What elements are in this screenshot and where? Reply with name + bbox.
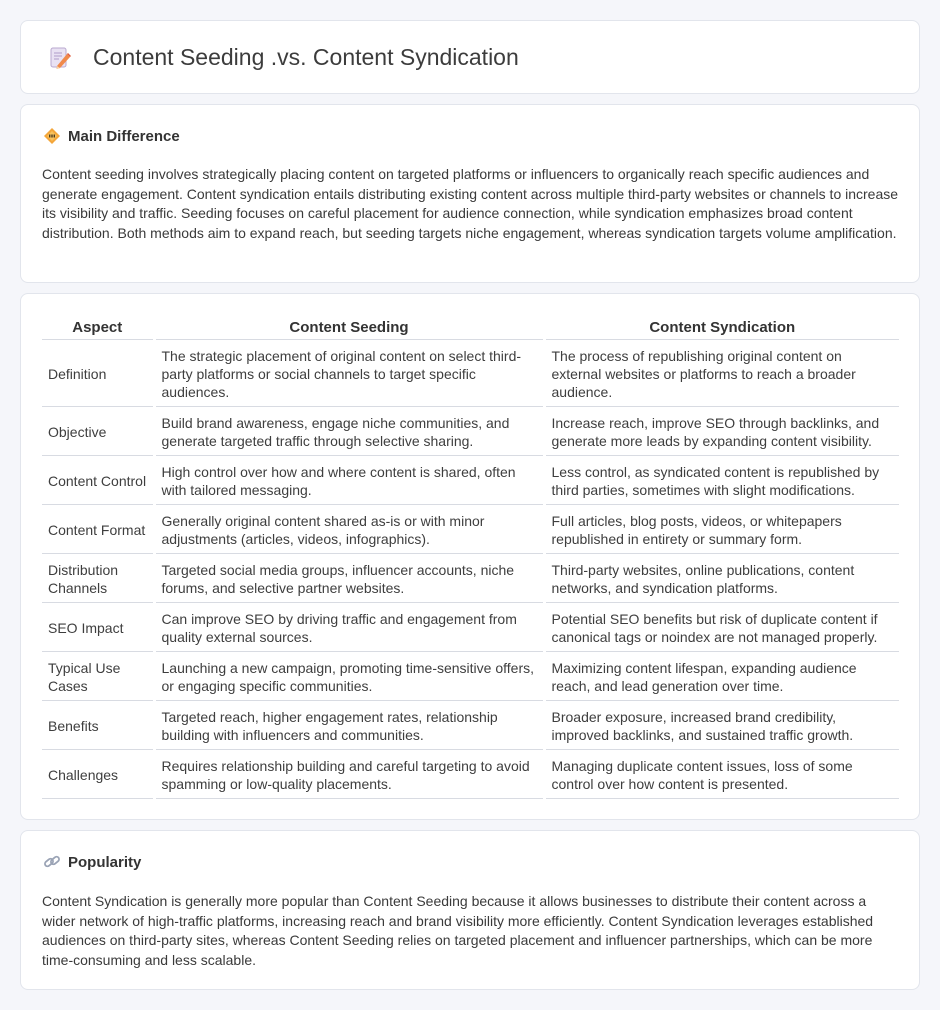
aspect-cell: Objective bbox=[42, 407, 154, 456]
syndication-cell: Full articles, blog posts, videos, or whitepapers republished in entirety or summary form. bbox=[544, 505, 899, 554]
edit-document-icon bbox=[47, 45, 73, 71]
syndication-cell: Increase reach, improve SEO through backlinks, and generate more leads by expanding content visibility. bbox=[544, 407, 899, 456]
seeding-cell: The strategic placement of original content on select third-party platforms or social channels to target specific audiences. bbox=[154, 340, 544, 407]
table-row bbox=[42, 407, 899, 456]
popularity-heading bbox=[43, 853, 141, 871]
syndication-cell: Maximizing content lifespan, expanding audience reach, and lead generation over time. bbox=[544, 652, 899, 701]
table-row bbox=[42, 750, 899, 799]
aspect-cell: Challenges bbox=[42, 750, 154, 799]
main-difference-heading bbox=[43, 127, 180, 145]
table-row bbox=[42, 652, 899, 701]
seeding-cell: Can improve SEO by driving traffic and engagement from quality external sources. bbox=[154, 603, 544, 652]
table-row bbox=[42, 554, 899, 603]
seeding-cell: Build brand awareness, engage niche communities, and generate targeted traffic through selective sharing. bbox=[154, 407, 544, 456]
aspect-cell: SEO Impact bbox=[42, 603, 154, 652]
column-header-aspect: Aspect bbox=[42, 315, 154, 340]
popularity-card bbox=[20, 830, 920, 990]
aspect-cell: Content Format bbox=[42, 505, 154, 554]
syndication-cell: Third-party websites, online publications, content networks, and syndication platforms. bbox=[544, 554, 899, 603]
table-row bbox=[42, 456, 899, 505]
popularity-title: Popularity bbox=[68, 853, 142, 871]
aspect-cell: Benefits bbox=[42, 701, 154, 750]
main-difference-title: Main Difference bbox=[68, 127, 180, 145]
column-header-seeding: Content Seeding bbox=[154, 315, 544, 340]
seeding-cell: High control over how and where content is shared, often with tailored messaging. bbox=[154, 456, 544, 505]
seeding-cell: Targeted social media groups, influencer accounts, niche forums, and selective partner websites. bbox=[154, 554, 544, 603]
table-row bbox=[42, 505, 899, 554]
syndication-cell: Less control, as syndicated content is republished by third parties, sometimes with slight modifications. bbox=[544, 456, 899, 505]
aspect-cell: Typical Use Cases bbox=[42, 652, 154, 701]
syndication-cell: Broader exposure, increased brand credibility, improved backlinks, and sustained traffic growth. bbox=[544, 701, 899, 750]
seeding-cell: Targeted reach, higher engagement rates, relationship building with influencers and communities. bbox=[154, 701, 544, 750]
popularity-text: Content Syndication is generally more popular than Content Seeding because it allows businesses to distribute their content across a wider network of high-traffic platforms, increasing reach and brand visibility more efficiently. Content Syndication leverages established audiences on third-party sites, whereas Content Seeding relies on targeted placement and influencer partnerships, which can be more time-consuming and less scalable. bbox=[42, 893, 874, 968]
seeding-cell: Launching a new campaign, promoting time-sensitive offers, or engaging specific communities. bbox=[154, 652, 544, 701]
syndication-cell: Managing duplicate content issues, loss of some control over how content is presented. bbox=[544, 750, 899, 799]
aspect-cell: Definition bbox=[42, 340, 154, 407]
table-row bbox=[42, 701, 899, 750]
aspect-cell: Distribution Channels bbox=[42, 554, 154, 603]
syndication-cell: Potential SEO benefits but risk of duplicate content if canonical tags or noindex are not managed properly. bbox=[544, 603, 899, 652]
link-icon bbox=[43, 853, 61, 871]
seeding-cell: Requires relationship building and careful targeting to avoid spamming or low-quality placements. bbox=[154, 750, 544, 799]
table-row bbox=[42, 603, 899, 652]
main-difference-text: Content seeding involves strategically placing content on targeted platforms or influencers to organically reach specific audiences and generate engagement. Content syndication entails distributing existing content across multiple third-party websites or channels to increase its visibility and traffic. Seeding focuses on careful placement for audience connection, while syndication emphasizes broad content distribution. Both methods aim to expand reach, but seeding targets niche engagement, whereas syndication targets volume amplification. bbox=[42, 166, 899, 241]
seeding-cell: Generally original content shared as-is or with minor adjustments (articles, videos, infographics). bbox=[154, 505, 544, 554]
diamond-sparkle-icon bbox=[43, 127, 61, 145]
main-difference-card bbox=[20, 104, 920, 283]
table-header-row bbox=[42, 315, 899, 340]
header-card bbox=[20, 20, 920, 94]
table-row bbox=[42, 340, 899, 407]
comparison-card bbox=[20, 293, 920, 820]
syndication-cell: The process of republishing original content on external websites or platforms to reach a broader audience. bbox=[544, 340, 899, 407]
aspect-cell: Content Control bbox=[42, 456, 154, 505]
comparison-table bbox=[42, 315, 899, 799]
column-header-syndication: Content Syndication bbox=[544, 315, 899, 340]
page-title: Content Seeding .vs. Content Syndication bbox=[93, 44, 519, 70]
